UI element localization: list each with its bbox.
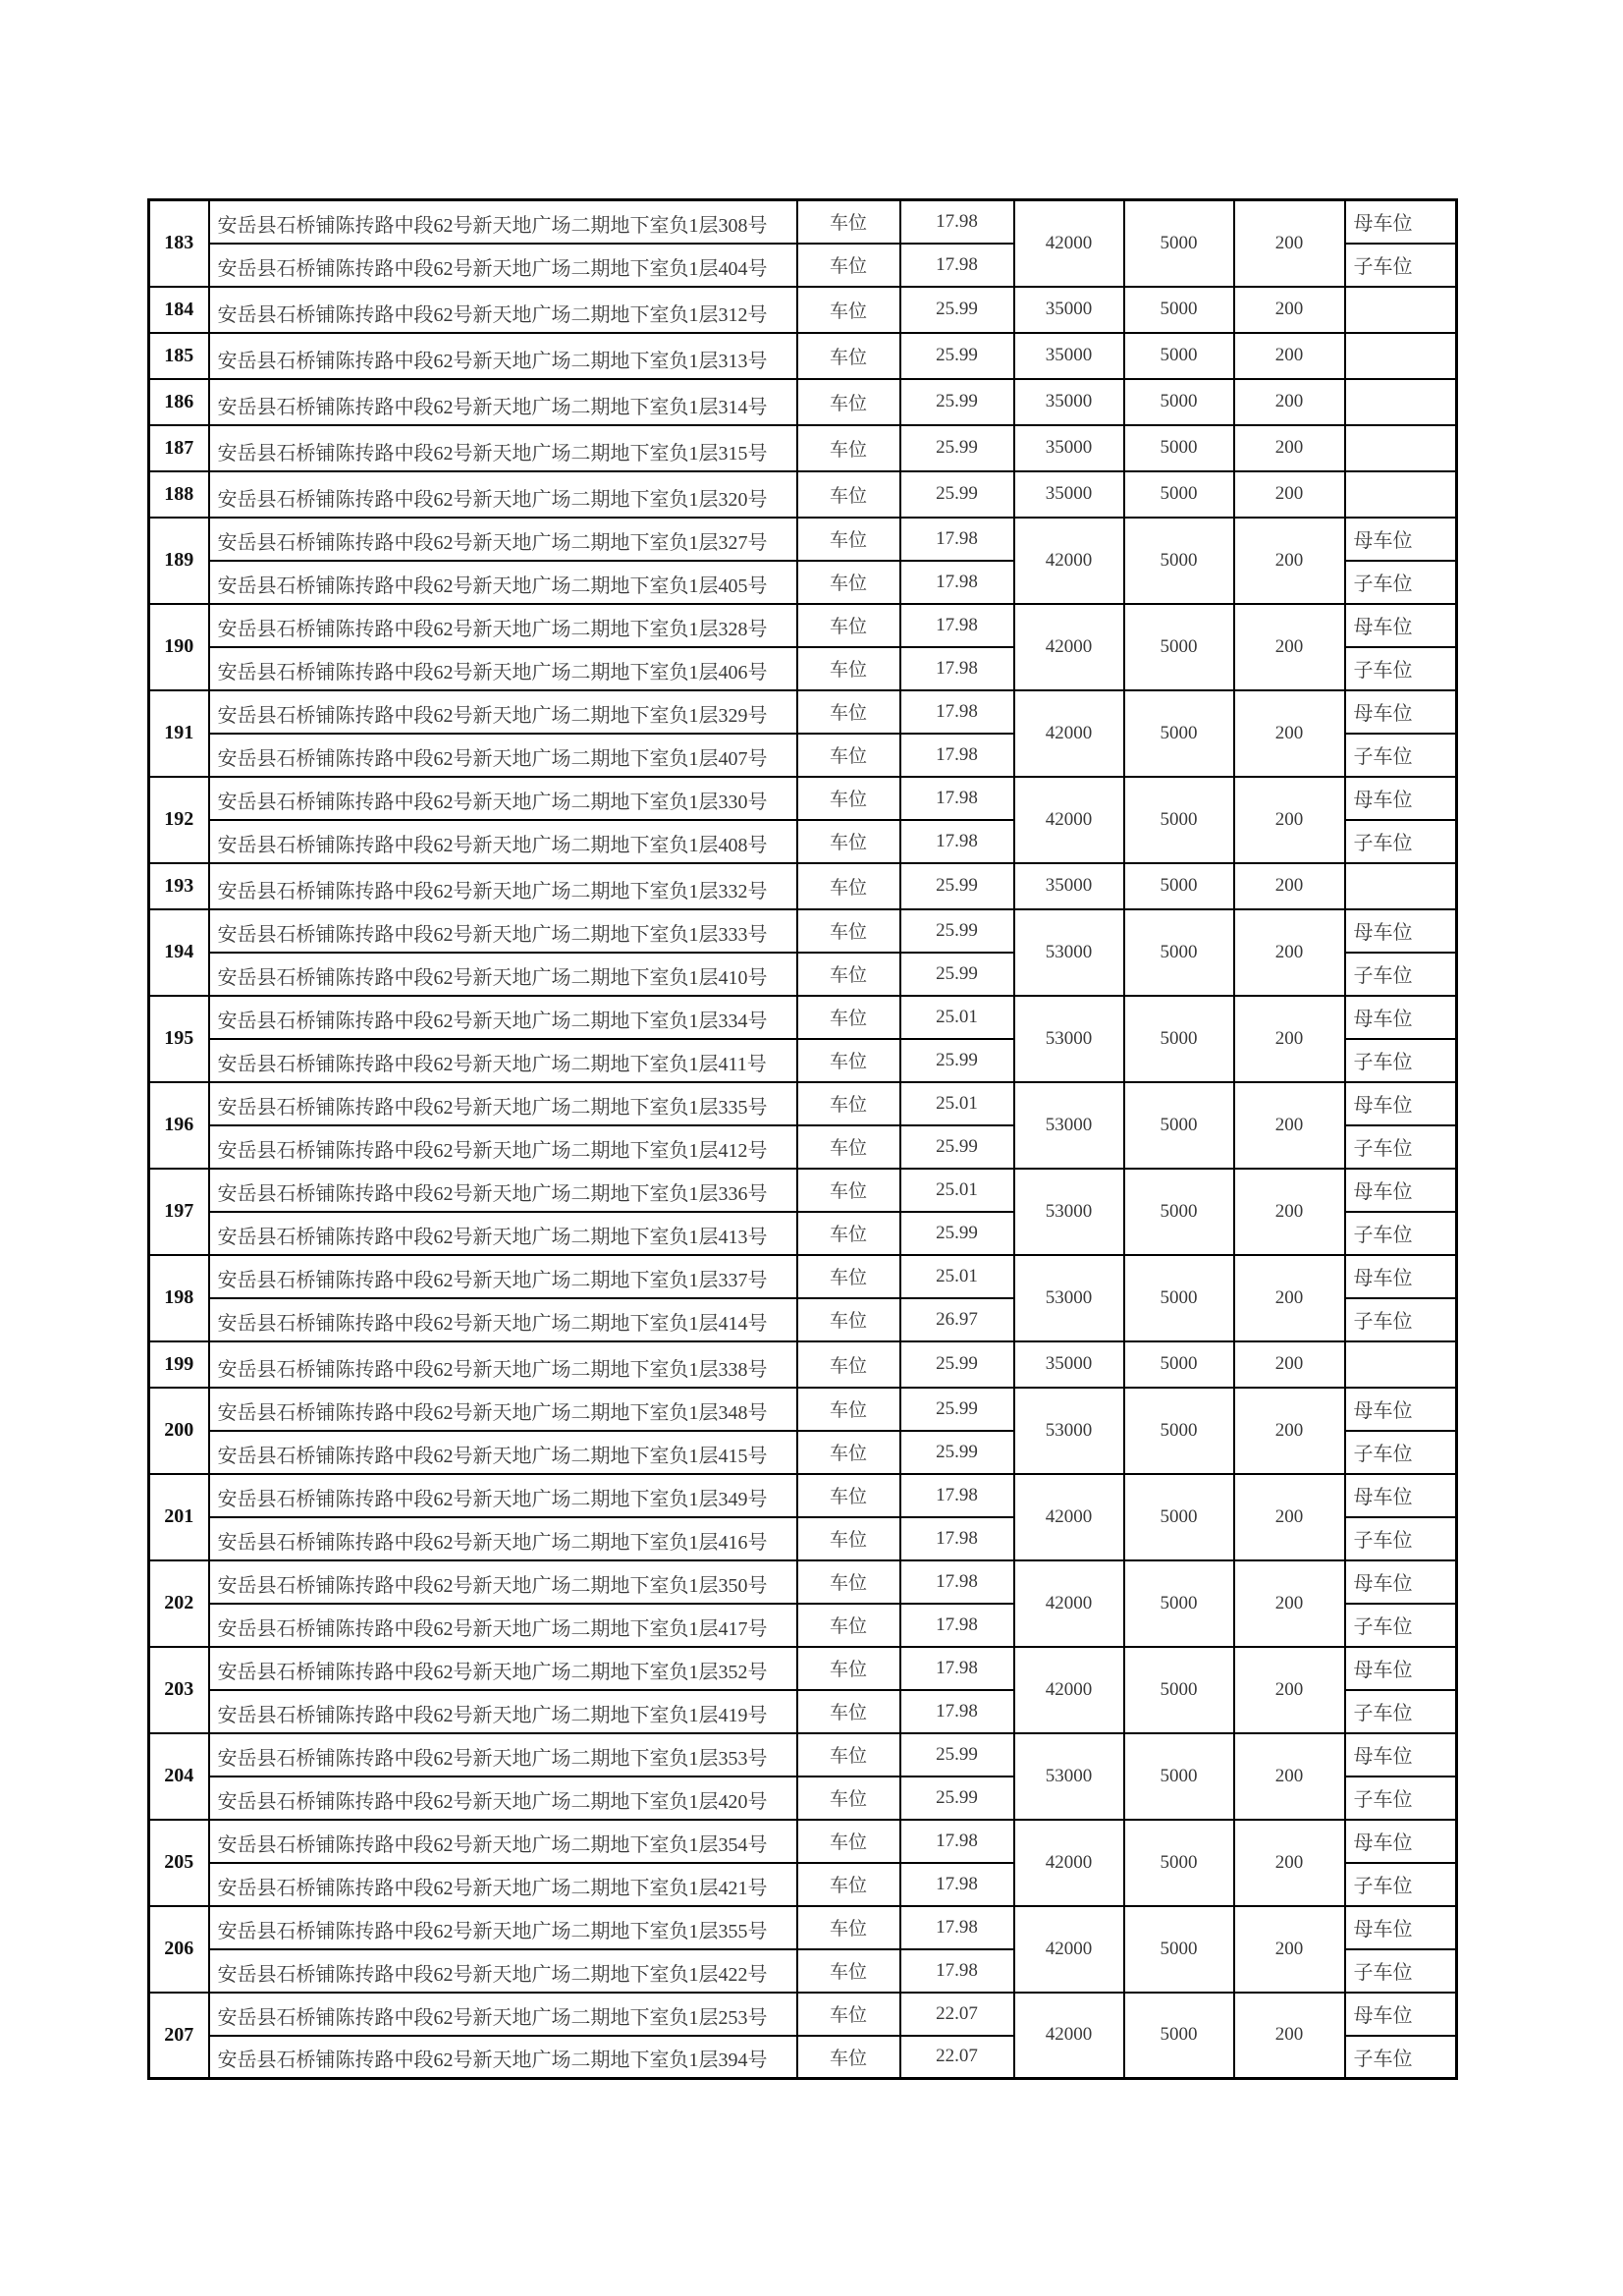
type-cell: 车位 <box>797 1690 900 1733</box>
price-cell: 42000 <box>1014 604 1124 690</box>
type-cell: 车位 <box>797 1082 900 1125</box>
note-cell: 子车位 <box>1345 2036 1457 2079</box>
fee-cell: 200 <box>1234 1560 1345 1647</box>
area-cell: 25.99 <box>900 1431 1014 1474</box>
row-number-cell: 204 <box>149 1733 209 1820</box>
area-cell: 25.01 <box>900 996 1014 1039</box>
price-cell: 53000 <box>1014 1255 1124 1341</box>
row-number-cell: 206 <box>149 1906 209 1993</box>
note-cell: 母车位 <box>1345 604 1457 647</box>
note-cell: 子车位 <box>1345 1517 1457 1560</box>
note-cell: 母车位 <box>1345 996 1457 1039</box>
address-cell: 安岳县石桥铺陈抟路中段62号新天地广场二期地下室负1层415号 <box>209 1431 797 1474</box>
address-cell: 安岳县石桥铺陈抟路中段62号新天地广场二期地下室负1层407号 <box>209 734 797 777</box>
row-number-cell: 196 <box>149 1082 209 1169</box>
type-cell: 车位 <box>797 734 900 777</box>
price-cell: 35000 <box>1014 471 1124 518</box>
note-cell <box>1345 333 1457 379</box>
deposit-cell: 5000 <box>1124 604 1234 690</box>
address-cell: 安岳县石桥铺陈抟路中段62号新天地广场二期地下室负1层333号 <box>209 909 797 953</box>
deposit-cell: 5000 <box>1124 690 1234 777</box>
price-cell: 53000 <box>1014 1388 1124 1474</box>
note-cell: 母车位 <box>1345 1647 1457 1690</box>
note-cell <box>1345 287 1457 333</box>
note-cell: 子车位 <box>1345 244 1457 287</box>
price-cell: 53000 <box>1014 1169 1124 1255</box>
price-cell: 35000 <box>1014 287 1124 333</box>
area-cell: 22.07 <box>900 1993 1014 2036</box>
address-cell: 安岳县石桥铺陈抟路中段62号新天地广场二期地下室负1层420号 <box>209 1777 797 1820</box>
type-cell: 车位 <box>797 1949 900 1993</box>
deposit-cell: 5000 <box>1124 1993 1234 2079</box>
table-row <box>149 690 1457 734</box>
note-cell: 子车位 <box>1345 820 1457 863</box>
note-cell: 母车位 <box>1345 1082 1457 1125</box>
area-cell: 25.99 <box>900 471 1014 518</box>
price-cell: 42000 <box>1014 690 1124 777</box>
parking-price-table <box>147 198 1458 2080</box>
type-cell: 车位 <box>797 1604 900 1647</box>
address-cell: 安岳县石桥铺陈抟路中段62号新天地广场二期地下室负1层337号 <box>209 1255 797 1298</box>
area-cell: 25.99 <box>900 953 1014 996</box>
type-cell: 车位 <box>797 996 900 1039</box>
deposit-cell: 5000 <box>1124 200 1234 287</box>
note-cell: 子车位 <box>1345 1949 1457 1993</box>
table-row <box>149 1255 1457 1298</box>
price-cell: 35000 <box>1014 379 1124 425</box>
type-cell: 车位 <box>797 953 900 996</box>
note-cell <box>1345 379 1457 425</box>
price-cell: 35000 <box>1014 333 1124 379</box>
price-cell: 42000 <box>1014 1474 1124 1560</box>
note-cell: 子车位 <box>1345 1863 1457 1906</box>
area-cell: 25.01 <box>900 1082 1014 1125</box>
price-cell: 35000 <box>1014 863 1124 909</box>
price-cell: 42000 <box>1014 1820 1124 1906</box>
area-cell: 17.98 <box>900 1949 1014 1993</box>
price-cell: 42000 <box>1014 1906 1124 1993</box>
note-cell: 子车位 <box>1345 734 1457 777</box>
area-cell: 25.99 <box>900 379 1014 425</box>
fee-cell: 200 <box>1234 333 1345 379</box>
address-cell: 安岳县石桥铺陈抟路中段62号新天地广场二期地下室负1层414号 <box>209 1298 797 1341</box>
table-row <box>149 996 1457 1039</box>
type-cell: 车位 <box>797 561 900 604</box>
address-cell: 安岳县石桥铺陈抟路中段62号新天地广场二期地下室负1层349号 <box>209 1474 797 1517</box>
note-cell: 子车位 <box>1345 1298 1457 1341</box>
table-row <box>149 287 1457 333</box>
row-number-cell: 199 <box>149 1341 209 1388</box>
price-cell: 42000 <box>1014 1560 1124 1647</box>
table-row <box>149 1341 1457 1388</box>
type-cell: 车位 <box>797 1298 900 1341</box>
address-cell: 安岳县石桥铺陈抟路中段62号新天地广场二期地下室负1层348号 <box>209 1388 797 1431</box>
note-cell <box>1345 471 1457 518</box>
row-number-cell: 203 <box>149 1647 209 1733</box>
address-cell: 安岳县石桥铺陈抟路中段62号新天地广场二期地下室负1层315号 <box>209 425 797 471</box>
note-cell: 子车位 <box>1345 561 1457 604</box>
type-cell: 车位 <box>797 777 900 820</box>
fee-cell: 200 <box>1234 1388 1345 1474</box>
type-cell: 车位 <box>797 1517 900 1560</box>
type-cell: 车位 <box>797 1777 900 1820</box>
fee-cell: 200 <box>1234 777 1345 863</box>
area-cell: 17.98 <box>900 200 1014 244</box>
fee-cell: 200 <box>1234 1474 1345 1560</box>
row-number-cell: 201 <box>149 1474 209 1560</box>
fee-cell: 200 <box>1234 287 1345 333</box>
type-cell: 车位 <box>797 471 900 518</box>
type-cell: 车位 <box>797 200 900 244</box>
area-cell: 17.98 <box>900 1560 1014 1604</box>
address-cell: 安岳县石桥铺陈抟路中段62号新天地广场二期地下室负1层405号 <box>209 561 797 604</box>
price-cell: 35000 <box>1014 425 1124 471</box>
address-cell: 安岳县石桥铺陈抟路中段62号新天地广场二期地下室负1层329号 <box>209 690 797 734</box>
address-cell: 安岳县石桥铺陈抟路中段62号新天地广场二期地下室负1层419号 <box>209 1690 797 1733</box>
table-row <box>149 909 1457 953</box>
note-cell: 母车位 <box>1345 1733 1457 1777</box>
note-cell: 母车位 <box>1345 518 1457 561</box>
deposit-cell: 5000 <box>1124 425 1234 471</box>
area-cell: 17.98 <box>900 777 1014 820</box>
area-cell: 25.99 <box>900 1733 1014 1777</box>
type-cell: 车位 <box>797 425 900 471</box>
table-row <box>149 1733 1457 1777</box>
price-cell: 53000 <box>1014 1082 1124 1169</box>
area-cell: 25.01 <box>900 1255 1014 1298</box>
address-cell: 安岳县石桥铺陈抟路中段62号新天地广场二期地下室负1层320号 <box>209 471 797 518</box>
table-row <box>149 1906 1457 1949</box>
fee-cell: 200 <box>1234 909 1345 996</box>
address-cell: 安岳县石桥铺陈抟路中段62号新天地广场二期地下室负1层327号 <box>209 518 797 561</box>
note-cell: 子车位 <box>1345 1125 1457 1169</box>
area-cell: 25.99 <box>900 1125 1014 1169</box>
price-cell: 35000 <box>1014 1341 1124 1388</box>
address-cell: 安岳县石桥铺陈抟路中段62号新天地广场二期地下室负1层408号 <box>209 820 797 863</box>
address-cell: 安岳县石桥铺陈抟路中段62号新天地广场二期地下室负1层404号 <box>209 244 797 287</box>
address-cell: 安岳县石桥铺陈抟路中段62号新天地广场二期地下室负1层355号 <box>209 1906 797 1949</box>
table-row <box>149 1647 1457 1690</box>
fee-cell: 200 <box>1234 1733 1345 1820</box>
table-row <box>149 863 1457 909</box>
fee-cell: 200 <box>1234 863 1345 909</box>
note-cell: 母车位 <box>1345 909 1457 953</box>
note-cell: 子车位 <box>1345 1431 1457 1474</box>
type-cell: 车位 <box>797 1863 900 1906</box>
address-cell: 安岳县石桥铺陈抟路中段62号新天地广场二期地下室负1层336号 <box>209 1169 797 1212</box>
address-cell: 安岳县石桥铺陈抟路中段62号新天地广场二期地下室负1层313号 <box>209 333 797 379</box>
note-cell: 母车位 <box>1345 1388 1457 1431</box>
deposit-cell: 5000 <box>1124 1341 1234 1388</box>
deposit-cell: 5000 <box>1124 1906 1234 1993</box>
area-cell: 17.98 <box>900 518 1014 561</box>
type-cell: 车位 <box>797 379 900 425</box>
deposit-cell: 5000 <box>1124 996 1234 1082</box>
note-cell <box>1345 425 1457 471</box>
fee-cell: 200 <box>1234 690 1345 777</box>
table-row <box>149 1560 1457 1604</box>
row-number-cell: 183 <box>149 200 209 287</box>
table-row <box>149 1993 1457 2036</box>
address-cell: 安岳县石桥铺陈抟路中段62号新天地广场二期地下室负1层421号 <box>209 1863 797 1906</box>
note-cell: 母车位 <box>1345 1820 1457 1863</box>
address-cell: 安岳县石桥铺陈抟路中段62号新天地广场二期地下室负1层308号 <box>209 200 797 244</box>
address-cell: 安岳县石桥铺陈抟路中段62号新天地广场二期地下室负1层328号 <box>209 604 797 647</box>
deposit-cell: 5000 <box>1124 1388 1234 1474</box>
row-number-cell: 195 <box>149 996 209 1082</box>
deposit-cell: 5000 <box>1124 1647 1234 1733</box>
area-cell: 25.99 <box>900 1039 1014 1082</box>
area-cell: 17.98 <box>900 820 1014 863</box>
table-row <box>149 379 1457 425</box>
address-cell: 安岳县石桥铺陈抟路中段62号新天地广场二期地下室负1层422号 <box>209 1949 797 1993</box>
type-cell: 车位 <box>797 1474 900 1517</box>
fee-cell: 200 <box>1234 1082 1345 1169</box>
area-cell: 17.98 <box>900 1863 1014 1906</box>
table-row <box>149 1388 1457 1431</box>
row-number-cell: 200 <box>149 1388 209 1474</box>
address-cell: 安岳县石桥铺陈抟路中段62号新天地广场二期地下室负1层334号 <box>209 996 797 1039</box>
type-cell: 车位 <box>797 1341 900 1388</box>
note-cell: 母车位 <box>1345 1255 1457 1298</box>
fee-cell: 200 <box>1234 1647 1345 1733</box>
address-cell: 安岳县石桥铺陈抟路中段62号新天地广场二期地下室负1层352号 <box>209 1647 797 1690</box>
fee-cell: 200 <box>1234 471 1345 518</box>
area-cell: 17.98 <box>900 647 1014 690</box>
type-cell: 车位 <box>797 909 900 953</box>
table-row <box>149 1169 1457 1212</box>
fee-cell: 200 <box>1234 1993 1345 2079</box>
deposit-cell: 5000 <box>1124 379 1234 425</box>
address-cell: 安岳县石桥铺陈抟路中段62号新天地广场二期地下室负1层416号 <box>209 1517 797 1560</box>
table-row <box>149 471 1457 518</box>
type-cell: 车位 <box>797 1388 900 1431</box>
note-cell: 子车位 <box>1345 1604 1457 1647</box>
price-cell: 42000 <box>1014 777 1124 863</box>
area-cell: 17.98 <box>900 1820 1014 1863</box>
type-cell: 车位 <box>797 604 900 647</box>
type-cell: 车位 <box>797 1125 900 1169</box>
row-number-cell: 187 <box>149 425 209 471</box>
type-cell: 车位 <box>797 1733 900 1777</box>
deposit-cell: 5000 <box>1124 1474 1234 1560</box>
row-number-cell: 193 <box>149 863 209 909</box>
area-cell: 17.98 <box>900 1604 1014 1647</box>
row-number-cell: 185 <box>149 333 209 379</box>
deposit-cell: 5000 <box>1124 777 1234 863</box>
price-cell: 42000 <box>1014 1993 1124 2079</box>
fee-cell: 200 <box>1234 379 1345 425</box>
note-cell <box>1345 1341 1457 1388</box>
address-cell: 安岳县石桥铺陈抟路中段62号新天地广场二期地下室负1层353号 <box>209 1733 797 1777</box>
price-cell: 42000 <box>1014 1647 1124 1733</box>
address-cell: 安岳县石桥铺陈抟路中段62号新天地广场二期地下室负1层350号 <box>209 1560 797 1604</box>
row-number-cell: 190 <box>149 604 209 690</box>
type-cell: 车位 <box>797 1169 900 1212</box>
deposit-cell: 5000 <box>1124 1082 1234 1169</box>
type-cell: 车位 <box>797 1993 900 2036</box>
row-number-cell: 205 <box>149 1820 209 1906</box>
type-cell: 车位 <box>797 863 900 909</box>
table-row <box>149 1082 1457 1125</box>
note-cell: 母车位 <box>1345 1993 1457 2036</box>
area-cell: 25.99 <box>900 1388 1014 1431</box>
type-cell: 车位 <box>797 244 900 287</box>
area-cell: 17.98 <box>900 1647 1014 1690</box>
table-row <box>149 200 1457 244</box>
fee-cell: 200 <box>1234 1820 1345 1906</box>
row-number-cell: 188 <box>149 471 209 518</box>
deposit-cell: 5000 <box>1124 287 1234 333</box>
table-row <box>149 604 1457 647</box>
area-cell: 22.07 <box>900 2036 1014 2079</box>
price-table-body <box>149 200 1457 2079</box>
deposit-cell: 5000 <box>1124 518 1234 604</box>
area-cell: 26.97 <box>900 1298 1014 1341</box>
row-number-cell: 184 <box>149 287 209 333</box>
note-cell: 子车位 <box>1345 1039 1457 1082</box>
note-cell: 母车位 <box>1345 690 1457 734</box>
deposit-cell: 5000 <box>1124 1169 1234 1255</box>
area-cell: 25.99 <box>900 863 1014 909</box>
row-number-cell: 197 <box>149 1169 209 1255</box>
deposit-cell: 5000 <box>1124 471 1234 518</box>
fee-cell: 200 <box>1234 425 1345 471</box>
table-row <box>149 333 1457 379</box>
note-cell: 子车位 <box>1345 1690 1457 1733</box>
address-cell: 安岳县石桥铺陈抟路中段62号新天地广场二期地下室负1层411号 <box>209 1039 797 1082</box>
area-cell: 17.98 <box>900 1690 1014 1733</box>
note-cell: 子车位 <box>1345 1212 1457 1255</box>
deposit-cell: 5000 <box>1124 1560 1234 1647</box>
note-cell: 母车位 <box>1345 200 1457 244</box>
area-cell: 17.98 <box>900 734 1014 777</box>
row-number-cell: 194 <box>149 909 209 996</box>
type-cell: 车位 <box>797 690 900 734</box>
address-cell: 安岳县石桥铺陈抟路中段62号新天地广场二期地下室负1层413号 <box>209 1212 797 1255</box>
type-cell: 车位 <box>797 287 900 333</box>
row-number-cell: 186 <box>149 379 209 425</box>
fee-cell: 200 <box>1234 604 1345 690</box>
area-cell: 17.98 <box>900 244 1014 287</box>
area-cell: 17.98 <box>900 1906 1014 1949</box>
area-cell: 25.01 <box>900 1169 1014 1212</box>
type-cell: 车位 <box>797 333 900 379</box>
type-cell: 车位 <box>797 1560 900 1604</box>
area-cell: 25.99 <box>900 425 1014 471</box>
fee-cell: 200 <box>1234 1906 1345 1993</box>
address-cell: 安岳县石桥铺陈抟路中段62号新天地广场二期地下室负1层338号 <box>209 1341 797 1388</box>
fee-cell: 200 <box>1234 996 1345 1082</box>
address-cell: 安岳县石桥铺陈抟路中段62号新天地广场二期地下室负1层335号 <box>209 1082 797 1125</box>
area-cell: 17.98 <box>900 1474 1014 1517</box>
price-cell: 42000 <box>1014 518 1124 604</box>
table-row <box>149 518 1457 561</box>
fee-cell: 200 <box>1234 1255 1345 1341</box>
area-cell: 17.98 <box>900 690 1014 734</box>
deposit-cell: 5000 <box>1124 909 1234 996</box>
address-cell: 安岳县石桥铺陈抟路中段62号新天地广场二期地下室负1层417号 <box>209 1604 797 1647</box>
address-cell: 安岳县石桥铺陈抟路中段62号新天地广场二期地下室负1层332号 <box>209 863 797 909</box>
deposit-cell: 5000 <box>1124 1820 1234 1906</box>
deposit-cell: 5000 <box>1124 1255 1234 1341</box>
type-cell: 车位 <box>797 1255 900 1298</box>
note-cell: 子车位 <box>1345 1777 1457 1820</box>
type-cell: 车位 <box>797 1212 900 1255</box>
note-cell: 母车位 <box>1345 1560 1457 1604</box>
fee-cell: 200 <box>1234 1169 1345 1255</box>
price-cell: 42000 <box>1014 200 1124 287</box>
type-cell: 车位 <box>797 820 900 863</box>
price-cell: 53000 <box>1014 996 1124 1082</box>
deposit-cell: 5000 <box>1124 333 1234 379</box>
note-cell: 子车位 <box>1345 953 1457 996</box>
area-cell: 17.98 <box>900 604 1014 647</box>
row-number-cell: 198 <box>149 1255 209 1341</box>
note-cell <box>1345 863 1457 909</box>
price-cell: 53000 <box>1014 1733 1124 1820</box>
address-cell: 安岳县石桥铺陈抟路中段62号新天地广场二期地下室负1层354号 <box>209 1820 797 1863</box>
area-cell: 17.98 <box>900 1517 1014 1560</box>
row-number-cell: 191 <box>149 690 209 777</box>
note-cell: 母车位 <box>1345 777 1457 820</box>
table-row <box>149 1474 1457 1517</box>
fee-cell: 200 <box>1234 1341 1345 1388</box>
area-cell: 25.99 <box>900 1212 1014 1255</box>
address-cell: 安岳县石桥铺陈抟路中段62号新天地广场二期地下室负1层312号 <box>209 287 797 333</box>
area-cell: 25.99 <box>900 1341 1014 1388</box>
type-cell: 车位 <box>797 1820 900 1863</box>
area-cell: 25.99 <box>900 287 1014 333</box>
table-row <box>149 777 1457 820</box>
area-cell: 17.98 <box>900 561 1014 604</box>
note-cell: 母车位 <box>1345 1169 1457 1212</box>
address-cell: 安岳县石桥铺陈抟路中段62号新天地广场二期地下室负1层394号 <box>209 2036 797 2079</box>
row-number-cell: 207 <box>149 1993 209 2079</box>
table-row <box>149 425 1457 471</box>
type-cell: 车位 <box>797 1647 900 1690</box>
type-cell: 车位 <box>797 2036 900 2079</box>
area-cell: 25.99 <box>900 1777 1014 1820</box>
area-cell: 25.99 <box>900 909 1014 953</box>
table-row <box>149 1820 1457 1863</box>
address-cell: 安岳县石桥铺陈抟路中段62号新天地广场二期地下室负1层314号 <box>209 379 797 425</box>
type-cell: 车位 <box>797 1431 900 1474</box>
note-cell: 母车位 <box>1345 1474 1457 1517</box>
fee-cell: 200 <box>1234 200 1345 287</box>
address-cell: 安岳县石桥铺陈抟路中段62号新天地广场二期地下室负1层412号 <box>209 1125 797 1169</box>
area-cell: 25.99 <box>900 333 1014 379</box>
address-cell: 安岳县石桥铺陈抟路中段62号新天地广场二期地下室负1层406号 <box>209 647 797 690</box>
fee-cell: 200 <box>1234 518 1345 604</box>
deposit-cell: 5000 <box>1124 863 1234 909</box>
type-cell: 车位 <box>797 1039 900 1082</box>
price-cell: 53000 <box>1014 909 1124 996</box>
type-cell: 车位 <box>797 1906 900 1949</box>
type-cell: 车位 <box>797 518 900 561</box>
note-cell: 子车位 <box>1345 647 1457 690</box>
note-cell: 母车位 <box>1345 1906 1457 1949</box>
row-number-cell: 189 <box>149 518 209 604</box>
address-cell: 安岳县石桥铺陈抟路中段62号新天地广场二期地下室负1层330号 <box>209 777 797 820</box>
address-cell: 安岳县石桥铺陈抟路中段62号新天地广场二期地下室负1层410号 <box>209 953 797 996</box>
deposit-cell: 5000 <box>1124 1733 1234 1820</box>
row-number-cell: 202 <box>149 1560 209 1647</box>
row-number-cell: 192 <box>149 777 209 863</box>
address-cell: 安岳县石桥铺陈抟路中段62号新天地广场二期地下室负1层253号 <box>209 1993 797 2036</box>
type-cell: 车位 <box>797 647 900 690</box>
